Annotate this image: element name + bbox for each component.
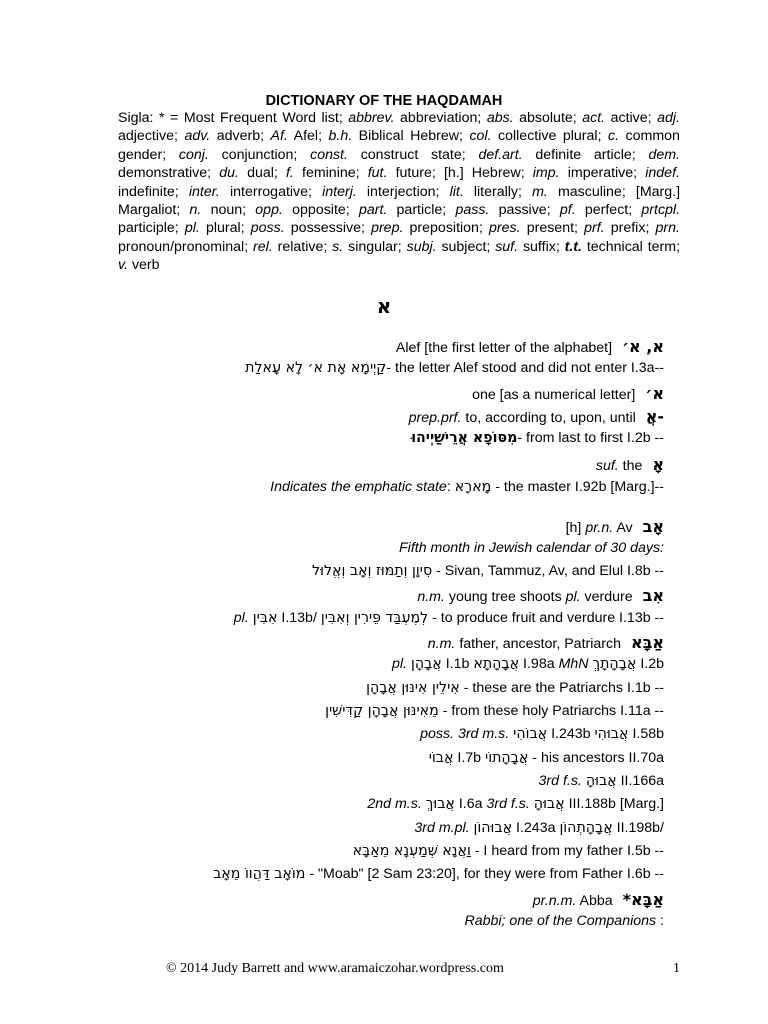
entry-line	[325, 703, 664, 719]
hebrew-example: לְמֶעְבַּד פֵּירִין וְאִבִּין	[320, 610, 429, 626]
sigla-abbreviation: n.	[189, 202, 202, 219]
footer-copyright: © 2014 Judy Barrett and www.aramaiczohar.wordpress.com	[166, 961, 504, 976]
entry-line	[472, 384, 664, 403]
hebrew-example: קַיְימָא אָת א׳ לָא עָאלַת	[245, 360, 387, 376]
entry-text: I.243a	[512, 820, 560, 836]
entry-headword: אַבָּא*	[622, 890, 664, 909]
sigla-definition: conjunction	[221, 146, 294, 163]
sigla-abbreviation: poss.	[250, 220, 285, 237]
sigla-abbreviation: col.	[469, 128, 492, 145]
sigla-abbreviation: subj.	[406, 238, 437, 255]
grammar-label: 2nd m.s.	[367, 796, 422, 812]
hebrew-example: אִילֵין אִינּוּן אֲבָהָן	[366, 680, 460, 696]
grammar-label: n.m.	[417, 589, 445, 605]
grammar-label: MhN	[558, 656, 589, 672]
hebrew-example: אֲבָהָתְהוֹן	[559, 820, 613, 836]
entry-line	[234, 610, 664, 626]
entry-text: Abba	[576, 893, 617, 909]
sigla-definition: present	[526, 220, 575, 237]
entry-headword: א׳	[645, 384, 664, 403]
hebrew-example: וַאֲנָא שְׁמַעְנָא מֵאַבָּא	[352, 843, 471, 859]
sigla-definition: possessive	[290, 220, 361, 237]
sigla-definition: adjective	[118, 128, 174, 145]
sigla-abbreviation: pl.	[184, 220, 200, 237]
entry-line	[367, 796, 664, 812]
entry-text: - Sivan, Tammuz, Av, and Elul I.8b --	[432, 563, 664, 579]
sigla-definition: Afel	[293, 128, 319, 145]
entry-text: II.166a	[616, 773, 664, 789]
entry-text: Av	[613, 520, 637, 536]
sigla-definition: passive	[498, 202, 547, 219]
hebrew-example: אֲבָהָתָא	[473, 656, 520, 672]
sigla-abbreviation: s.	[332, 238, 344, 255]
sigla-abbreviation: Af.	[270, 128, 288, 145]
section-letter-heading: א	[376, 294, 392, 318]
entry-line	[245, 360, 664, 376]
sigla-abbreviation: prtcpl.	[641, 202, 681, 219]
sigla-definition: subject	[441, 238, 487, 255]
entry-text: I.6a	[454, 796, 487, 812]
sigla-abbreviation: conj.	[178, 146, 209, 163]
entry-text: [h]	[565, 520, 586, 536]
entry-line	[392, 656, 664, 672]
grammar-label: pr.n.m.	[532, 893, 577, 909]
entry-text: verdure	[580, 589, 637, 605]
sigla-definition: participle	[118, 220, 175, 237]
sigla-definition: future	[395, 165, 432, 182]
sigla-abbreviation: pass.	[455, 202, 490, 219]
entry-text: I.1b	[441, 656, 474, 672]
entry-headword: א, א׳	[621, 337, 664, 356]
sigla-definition: definite article	[535, 146, 632, 163]
sigla-definition: Hebrew	[471, 165, 521, 182]
sigla-abbreviation: act.	[582, 110, 606, 126]
entry-text: Alef [the first letter of the alphabet]	[395, 340, 616, 356]
entry-text: one [as a numerical letter]	[472, 387, 640, 403]
entry-text: I.58b	[628, 726, 664, 742]
sigla-definition: suffix	[522, 238, 556, 255]
sigla-definition: literally	[473, 183, 519, 200]
sigla-definition: Margaliot	[118, 202, 177, 219]
grammar-label: pl.	[233, 610, 249, 626]
sigla-definition: perfect	[584, 202, 629, 219]
sigla-definition: absolute	[519, 110, 573, 126]
entry-text: - "Moab" [2 Sam 23:20], for they were from Father I.6b --	[305, 866, 664, 882]
entry-line	[353, 843, 664, 859]
hebrew-example: אֲבוּהִי	[594, 726, 629, 742]
entry-text: :	[656, 913, 664, 929]
sigla-abbreviation: suf.	[495, 238, 519, 255]
sigla-definition: preposition	[409, 220, 479, 237]
sigla-abbreviation: opp.	[255, 202, 283, 219]
entry-text: III.188b [Marg.]	[564, 796, 664, 812]
sigla-abbreviation: interj.	[322, 183, 357, 200]
sigla-definition: Most Frequent Word list	[183, 110, 339, 126]
sigla-abbreviation: imp.	[532, 165, 560, 182]
entry-line	[420, 726, 664, 742]
sigla-definition: particle	[396, 202, 443, 219]
sigla-abbreviation: abs.	[486, 110, 514, 126]
entry-line	[366, 680, 664, 696]
entry-text: - these are the Patriarchs I.1b --	[459, 680, 664, 696]
sigla-abbreviation: f.	[285, 165, 294, 182]
sigla-abbreviation: prf.	[584, 220, 605, 237]
sigla-abbreviation: pf.	[559, 202, 576, 219]
entry-line	[429, 750, 664, 766]
sigla-definition: active	[610, 110, 648, 126]
entry-line	[399, 540, 664, 556]
entry-text: - the master I.92b [Marg.]--	[491, 479, 664, 495]
grammar-label: pr.n.	[585, 520, 614, 536]
entry-text: - from last to first I.2b --	[517, 430, 664, 446]
grammar-label: poss. 3rd m.s.	[420, 726, 510, 742]
sigla-abbreviation: prep.	[371, 220, 404, 237]
sigla-abbreviation: t.t.	[564, 238, 582, 255]
entry-text: the	[618, 458, 647, 474]
entry-text: I.7b	[453, 750, 486, 766]
sigla-abbreviation: du.	[219, 165, 239, 182]
grammar-label: 3rd f.s.	[538, 773, 582, 789]
grammar-label: Fifth month in Jewish calendar of 30 days:	[399, 540, 664, 556]
hebrew-example: מָארָא	[454, 479, 492, 495]
hebrew-example: אֲבוֹי	[428, 750, 454, 766]
sigla-abbreviation: const.	[310, 146, 348, 163]
sigla-paragraph: Sigla: * = Most Frequent Word list; abbrev. abbreviation; abs. absolute; act. active; adj. adjective; adv. adverb; Af. Afel; b.h. Biblical Hebrew; col. collective plural; c. common gender; conj. conjunction; const. construct state; def.art. definite article; dem. demonstrative; du. dual; f. feminine; fut. future; [h.] Hebrew; imp. imperative; indef. indefinite; inter. interrogative; interj. interjection; lit. literally; m. masculine; [Marg.] Margaliot; n. noun; opp. opposite; part. particle; pass. passive; pf. perfect; prtcpl. participle; pl. plural; poss. possessive; prep. preposition; pres. present; prf. prefix; prn. pronoun/pronominal; rel. relative; s. singular; subj. subject; suf. suffix; t.t. technical term; v. verb	[118, 110, 681, 274]
entry-line	[312, 563, 664, 579]
sigla-abbreviation: abbrev.	[348, 110, 395, 126]
entry-headword: אַבָּא	[630, 633, 664, 652]
entry-line	[411, 430, 664, 446]
entry-line	[414, 820, 664, 836]
sigla-definition: Biblical Hebrew	[358, 128, 459, 145]
sigla-abbreviation: rel.	[253, 238, 273, 255]
entry-line	[596, 455, 664, 474]
entry-headword: אָ	[652, 455, 664, 474]
entry-line	[270, 479, 664, 495]
entry-line	[533, 890, 664, 909]
entry-line	[396, 337, 664, 356]
grammar-label: pl.	[565, 589, 581, 605]
hebrew-example: סִיוָן וְתַמּוּז וְאָב וְאֱלוּל	[312, 563, 433, 579]
hebrew-example: מִסּוֹפָא אֲרֵישַׁיְיהוּ	[411, 430, 518, 446]
page-title: DICTIONARY OF THE HAQDAMAH	[265, 93, 503, 109]
entry-line	[464, 913, 664, 929]
hebrew-example: אֲבוּהָ	[585, 773, 617, 789]
entry-headword: אָב	[642, 517, 664, 536]
sigla-abbreviation: adv.	[184, 128, 211, 145]
entry-text: - the letter Alef stood and did not enter I.3a--	[386, 360, 664, 376]
page-number: 1	[673, 961, 680, 976]
sigla-definition: prefix	[610, 220, 646, 237]
sigla-definition: demonstrative	[118, 165, 208, 182]
sigla-abbreviation: [Marg.]	[635, 183, 681, 200]
sigla-definition: plural	[205, 220, 241, 237]
hebrew-example: אֲבָהָתָךְ	[592, 656, 637, 672]
grammar-label: pl.	[392, 656, 407, 672]
hebrew-example: אֲבוֹהִי	[513, 726, 548, 742]
hebrew-example: מֵאִינּוּן אֲבָהָן קַדִּישִׁין	[325, 703, 439, 719]
entry-text: - to produce fruit and verdure I.13b --	[428, 610, 664, 626]
sigla-definition: dual	[247, 165, 274, 182]
grammar-label: suf.	[595, 458, 619, 474]
sigla-definition: construct state	[360, 146, 462, 163]
sigla-definition: masculine	[557, 183, 622, 200]
entry-text: I.2b	[636, 656, 664, 672]
entry-line	[428, 633, 664, 652]
sigla-abbreviation: lit.	[449, 183, 464, 200]
hebrew-example: אֲבוּהוֹן	[473, 820, 513, 836]
grammar-label: 3rd m.pl.	[414, 820, 470, 836]
sigla-definition: noun	[210, 202, 243, 219]
sigla-definition: imperative	[567, 165, 634, 182]
entry-text: - from these holy Patriarchs I.11a --	[438, 703, 664, 719]
entry-text: I.243b	[547, 726, 595, 742]
entry-headword: -אֲ	[645, 407, 664, 426]
sigla-definition: interrogative	[229, 183, 309, 200]
entry-text: - I heard from my father I.5b --	[470, 843, 664, 859]
sigla-abbreviation: fut.	[367, 165, 388, 182]
entry-text: to, according to, upon, until	[461, 410, 640, 426]
hebrew-example: אִבִּין	[252, 610, 278, 626]
entry-line	[417, 586, 664, 605]
entry-text: :	[446, 479, 455, 495]
entry-text: - his ancestors II.70a	[528, 750, 664, 766]
hebrew-example: אֲבָהָתוֹי	[485, 750, 529, 766]
hebrew-example: אֲבָהָן	[410, 656, 442, 672]
hebrew-example: אֲבוּךְ	[425, 796, 455, 812]
hebrew-example: אֲבוּהָ	[533, 796, 565, 812]
sigla-abbreviation: v.	[118, 257, 128, 274]
sigla-definition: indefinite	[118, 183, 175, 200]
grammar-label: prep.prf.	[408, 410, 462, 426]
sigla-abbreviation: m.	[532, 183, 548, 200]
hebrew-example: מוֹאָב דַּהֲווֹ מֵאָב	[213, 866, 306, 882]
entry-line	[539, 773, 665, 789]
entry-headword: אִב	[642, 586, 664, 605]
entry-text: I.98a	[519, 656, 559, 672]
sigla-abbreviation: dem.	[648, 146, 680, 163]
sigla-definition: feminine	[302, 165, 356, 182]
entry-text: young tree shoots	[444, 589, 566, 605]
grammar-label: 3rd f.s.	[486, 796, 530, 812]
sigla-abbreviation: adj.	[657, 110, 680, 126]
entry-line	[409, 407, 664, 426]
entry-text: II.198b/	[612, 820, 664, 836]
sigla-definition: technical term	[586, 238, 677, 255]
sigla-abbreviation: indef.	[645, 165, 680, 182]
sigla-abbreviation: prn.	[655, 220, 680, 237]
sigla-abbreviation: b.h.	[328, 128, 353, 145]
entry-line	[213, 866, 664, 882]
grammar-label: n.m.	[427, 636, 456, 652]
sigla-definition: verb	[131, 257, 160, 274]
grammar-label: Rabbi; one of the Companions	[464, 913, 657, 929]
sigla-definition: relative	[277, 238, 324, 255]
sigla-definition: singular	[348, 238, 398, 255]
sigla-label: Sigla:	[118, 110, 159, 126]
sigla-definition: opposite	[292, 202, 346, 219]
sigla-abbreviation: pres.	[489, 220, 521, 237]
sigla-abbreviation: *	[159, 110, 165, 126]
sigla-abbreviation: [h.]	[443, 165, 464, 182]
sigla-abbreviation: c.	[608, 128, 620, 145]
sigla-abbreviation: part.	[358, 202, 388, 219]
page-footer	[166, 961, 680, 977]
sigla-definition: interjection	[366, 183, 436, 200]
entry-text: father, ancestor, Patriarch	[455, 636, 625, 652]
sigla-abbreviation: inter.	[188, 183, 220, 200]
sigla-definition: collective plural	[498, 128, 598, 145]
sigla-definition: pronoun/pronominal	[118, 238, 245, 255]
sigla-definition: adverb	[216, 128, 261, 145]
entry-text: I.13b/	[277, 610, 321, 626]
sigla-definition: abbreviation	[400, 110, 478, 126]
grammar-label: Indicates the emphatic state	[270, 479, 447, 495]
sigla-abbreviation: def.art.	[478, 146, 523, 163]
entry-line	[566, 517, 664, 536]
sigla-definition: common gender	[118, 128, 680, 163]
